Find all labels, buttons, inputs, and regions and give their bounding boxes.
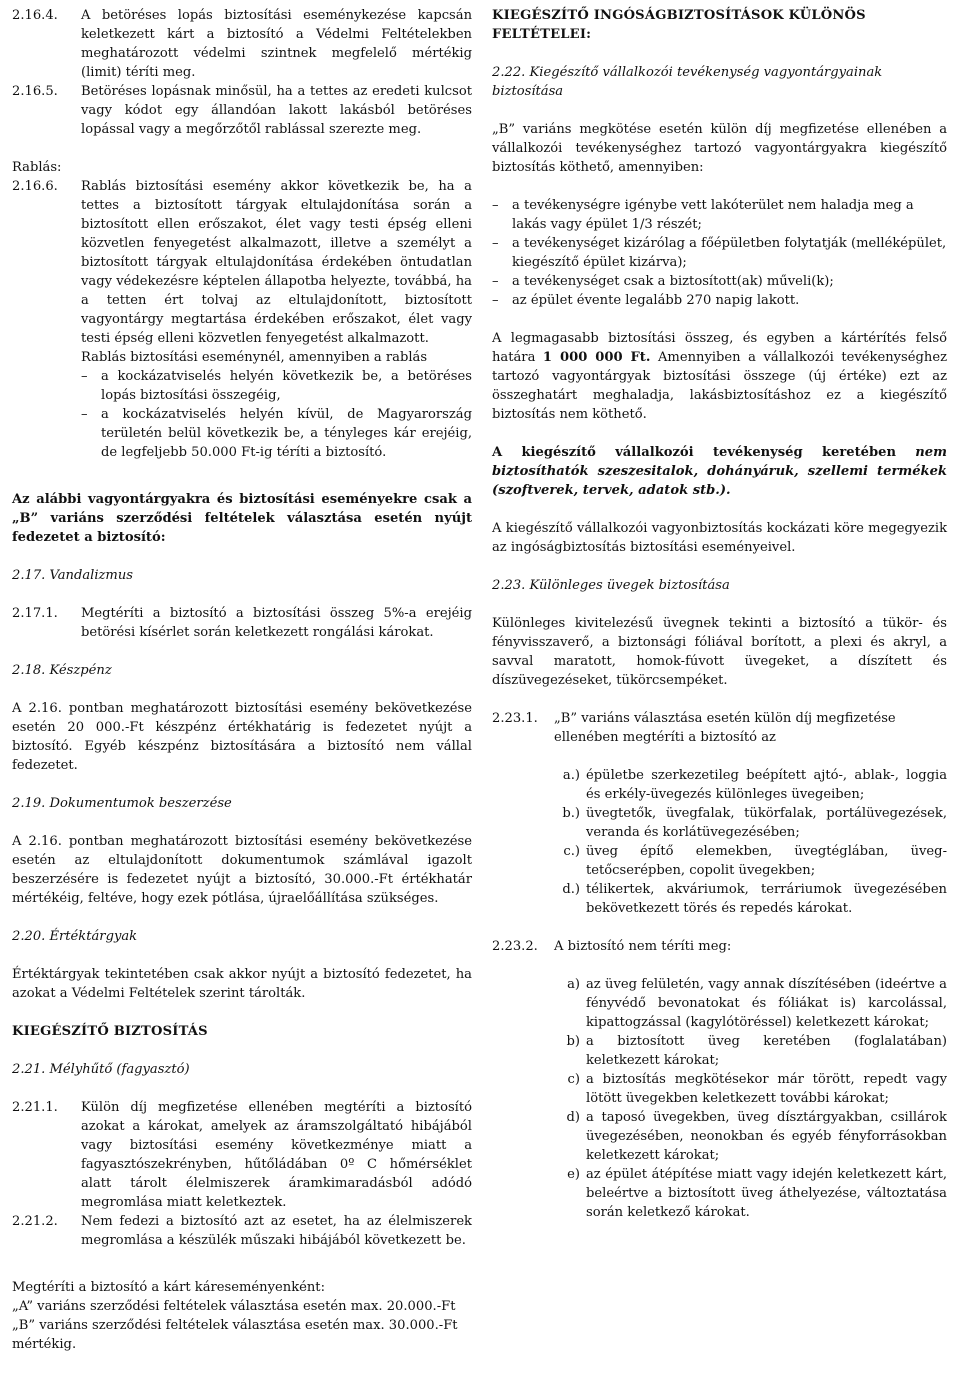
list-item	[492, 196, 947, 234]
item-letter: a)	[567, 977, 580, 992]
section-number: 2.17.1.	[12, 606, 58, 621]
section-number: 2.16.6.	[12, 179, 58, 194]
heading-2-22: 2.22. Kiegészítő vállalkozói tevékenység vagyontárgyainak biztosítása	[492, 65, 883, 99]
list-item	[554, 1070, 947, 1108]
section-2-23-2	[492, 937, 947, 956]
dash-marker: –	[81, 407, 88, 422]
dash-marker: –	[492, 198, 499, 213]
dash-marker: –	[492, 293, 499, 308]
limit-text-b: Amennyiben a vállalkozói tevékenységhez tartozó vagyontárgyak biztosítási összege (új értéke) ezt az összeghatárt meghaladja, lakásbiztosításhoz ez a kiegészítő biztosítás nem köthető.	[492, 350, 947, 422]
item-letter: d)	[566, 1110, 580, 1125]
item-letter: c)	[567, 1072, 580, 1087]
section-2-23-2-list	[554, 975, 947, 1222]
item-text: üvegtetők, üvegfalak, tükörfalak, portálüvegezések, veranda és korlátüvegezésében;	[586, 806, 947, 840]
exclusion-text-a: A kiegészítő vállalkozói tevékenység keretében	[492, 445, 916, 460]
list-item	[554, 1032, 947, 1070]
heading-2-20: 2.20. Értéktárgyak	[12, 929, 138, 944]
section-text: Megtéríti a biztosító a biztosítási összeg 5%-a erejéig betörési kísérlet során keletkezett rongálási károkat.	[81, 606, 472, 640]
list-item-text: a kockázatviselés helyén következik be, a betöréses lopás biztosítási összegéig,	[101, 369, 472, 403]
item-letter: a.)	[562, 768, 580, 783]
item-letter: d.)	[562, 882, 580, 897]
section-text: A betöréses lopás biztosítási eseménykezése kapcsán keletkezett kárt a biztosító a Védelmi Feltételekben meghatározott védelmi szintnek megfelelő mértékig (limit) téríti meg.	[81, 8, 472, 80]
section-2-18-text: A 2.16. pontban meghatározott biztosítási esemény bekövetkezése esetén 20 000.-Ft készpénz értékhatárig is fedezetet nyújt a biztosító. Egyéb készpénz biztosítására a biztosító nem vállal fedezetet.	[12, 701, 472, 773]
list-item-text: a tevékenységet kizárólag a főépületben folytatják (melléképület, kiegészítő épület kizárva);	[512, 236, 947, 270]
section-2-22-intro: „B” variáns megkötése esetén külön díj megfizetése ellenében a vállalkozói tevékenységhez tartozó vagyontárgyakra kiegészítő biztosítás köthető, amennyiben:	[492, 122, 947, 175]
rablas-intro: Rablás biztosítási eseménynél, amennyiben a rablás	[81, 350, 428, 365]
section-number: 2.16.4.	[12, 8, 58, 23]
item-letter: c.)	[563, 844, 580, 859]
item-text: az üveg felületén, vagy annak díszítésében (ideértve a fényvédő bevonatokat és fóliákat is) karcolással, kipattogzással (kagylótöréssel) keletkezett károkat;	[586, 977, 947, 1030]
b-variant-intro: Az alábbi vagyontárgyakra és biztosítási eseményekre csak a „B” variáns szerződési feltételek választása esetén nyújt fedezetet a biztosító:	[12, 492, 472, 545]
item-text: télikertek, akváriumok, terráriumok üvegezésében bekövetkezett törés és repedés károkat.	[586, 882, 947, 916]
item-text: épületbe szerkezetileg beépített ajtó-, ablak-, loggia és erkély-üvegezés különleges üvegeiben;	[586, 768, 947, 802]
section-number: 2.16.5.	[12, 84, 58, 99]
list-item-text: az épület évente legalább 270 napig lakott.	[512, 293, 800, 308]
item-letter: b.)	[562, 806, 580, 821]
heading-kiegeszito: KIEGÉSZÍTŐ BIZTOSÍTÁS	[12, 1024, 208, 1039]
item-letter: e)	[567, 1167, 580, 1182]
final-intro: Megtéríti a biztosító a kárt káreseményenként:	[12, 1280, 325, 1295]
section-2-16-6	[12, 177, 472, 348]
section-text: Külön díj megfizetése ellenében megtéríti a biztosító azokat a károkat, amelyek az áramszolgáltató hibájából vagy biztosítási esemény következménye miatt a fagyasztószekrényben, hűtőládában 0º C hőmérséklet alatt tárolt élelmiszerek áramkimaradásból adódó megromlása miatt keletkeztek.	[81, 1100, 472, 1210]
section-number: 2.21.2.	[12, 1214, 58, 1229]
section-2-23-text: Különleges kivitelezésű üvegnek tekinti a biztosító a tükör- és fényvisszaverő, a biztonsági fóliával borított, a plexi és akryl, a savval maratott, homok-fúvott üvegeket, a díszített és díszüvegezéseket, tükörcsempéket.	[492, 616, 947, 688]
section-number: 2.23.1.	[492, 711, 538, 726]
section-2-19-text: A 2.16. pontban meghatározott biztosítási esemény bekövetkezése esetén az eltulajdonított dokumentumok számlával igazolt beszerzésére is fedezetet nyújt a biztosító, 30.000.-Ft értékhatár mértékéig, feltéve, hogy ezek pótlása, újraelőállítása szükséges.	[12, 834, 472, 906]
limit-amount: 1 000 000 Ft.	[542, 350, 651, 365]
list-item	[492, 234, 947, 272]
heading-2-21: 2.21. Mélyhűtő (fagyasztó)	[12, 1062, 190, 1077]
section-2-20-text: Értéktárgyak tekintetében csak akkor nyújt a biztosító fedezetet, ha azokat a Védelmi Feltételek szerint tárolták.	[12, 967, 472, 1001]
section-2-22-limit	[492, 329, 947, 424]
rablas-label: Rablás:	[12, 160, 62, 175]
final-b-variant: „B” variáns szerződési feltételek választása esetén max. 30.000.-Ft mértékig.	[12, 1318, 458, 1352]
section-2-16-5	[12, 82, 472, 139]
list-item	[81, 367, 472, 405]
section-2-21-1	[12, 1098, 472, 1212]
section-text: Nem fedezi a biztosító azt az esetet, ha az élelmiszerek megromlása a készülék műszaki hibájából következett be.	[81, 1214, 472, 1248]
item-text: a biztosított üveg keretében (foglalatában) keletkezett károkat;	[586, 1034, 947, 1068]
section-2-23-1-list	[554, 766, 947, 918]
heading-2-23: 2.23. Különleges üvegek biztosítása	[492, 578, 730, 593]
list-item-text: a tevékenységre igénybe vett lakóterület nem haladja meg a lakás vagy épület 1/3 részét;	[512, 198, 914, 232]
heading-2-18: 2.18. Készpénz	[12, 663, 112, 678]
list-item	[492, 291, 947, 310]
list-item	[492, 272, 947, 291]
section-text: A biztosító nem téríti meg:	[554, 939, 732, 954]
section-number: 2.21.1.	[12, 1100, 58, 1115]
heading-2-19: 2.19. Dokumentumok beszerzése	[12, 796, 232, 811]
section-2-21-2	[12, 1212, 472, 1250]
exclusion-text-b: nem biztosíthatók szeszesitalok, dohányáruk, szellemi termékek (szoftverek, tervek, adatok stb.).	[492, 445, 947, 498]
section-2-23-1	[492, 709, 947, 747]
right-title: KIEGÉSZÍTŐ INGÓSÁGBIZTOSÍTÁSOK KÜLÖNÖS FELTÉTELEI:	[492, 8, 866, 42]
right-column	[492, 6, 947, 1222]
list-item	[554, 1165, 947, 1222]
item-text: üveg építő elemekben, üvegtéglában, üveg-tetőcserépben, copolit üvegekben;	[586, 844, 947, 878]
list-item	[554, 766, 947, 804]
section-2-16-4	[12, 6, 472, 82]
section-2-22-risk: A kiegészítő vállalkozói vagyonbiztosítás kockázati köre megegyezik az ingóságbiztosítás biztosítási eseményeivel.	[492, 521, 947, 555]
section-text: Rablás biztosítási esemény akkor következik be, ha a tettes a biztosított tárgyak eltulajdonítása során a biztosított ellen erőszakot, élet vagy testi épség elleni közvetlen fenyegetést alkalmazott, illetve a személyt a biztosított tárgyak eltulajdonítása érdekében öntudatlan vagy védekezésre képtelen állapotba helyezte, továbbá, ha a tetten ért tolvaj az eltulajdonított, biztosított vagyontárgy megtartása érdekében erőszakot, élet vagy testi épség elleni közvetlen fenyegetést alkalmazott.	[81, 179, 472, 346]
list-item	[554, 1108, 947, 1165]
list-item	[554, 804, 947, 842]
dash-marker: –	[492, 274, 499, 289]
section-2-17-1	[12, 604, 472, 642]
item-text: a biztosítás megkötésekor már törött, repedt vagy lötött üvegekben keletkezett további károkat;	[586, 1072, 947, 1106]
dash-marker: –	[492, 236, 499, 251]
section-text: Betöréses lopásnak minősül, ha a tettes az eredeti kulcsot vagy kódot egy állandóan lakott lakásból betöréses lopással vagy a megőrzőtől rablással szerezte meg.	[81, 84, 472, 137]
list-item	[554, 842, 947, 880]
limit-text-a: A legmagasabb biztosítási összeg, és egyben a kártérítés felső határa	[492, 331, 947, 365]
section-2-22-exclusion	[492, 443, 947, 500]
list-item-text: a tevékenységet csak a biztosított(ak) műveli(k);	[512, 274, 834, 289]
list-item	[81, 405, 472, 462]
final-a-variant: „A” variáns szerződési feltételek választása esetén max. 20.000.-Ft	[12, 1299, 456, 1314]
list-item-text: a kockázatviselés helyén kívül, de Magyarország területén belül következik be, a tényleges kár erejéig, de legfeljebb 50.000 Ft-ig téríti a biztosító.	[101, 407, 472, 460]
item-text: a taposó üvegekben, üveg dísztárgyakban, csillárok üvegezésében, neonokban és egyéb fényforrásokban keletkezett károkat;	[586, 1110, 947, 1163]
left-column	[12, 6, 472, 1354]
item-letter: b)	[566, 1034, 580, 1049]
list-item	[554, 880, 947, 918]
item-text: az épület átépítése miatt vagy idején keletkezett kárt, beleértve a biztosított üveg áthelyezése, változtatása során keletkező károkat.	[586, 1167, 947, 1220]
list-item	[554, 975, 947, 1032]
section-number: 2.23.2.	[492, 939, 538, 954]
conditions-list	[492, 196, 947, 310]
dash-marker: –	[81, 369, 88, 384]
section-text: „B” variáns választása esetén külön díj megfizetése ellenében megtéríti a biztosító az	[554, 711, 896, 745]
rablas-list	[12, 348, 472, 462]
heading-2-17: 2.17. Vandalizmus	[12, 568, 134, 583]
